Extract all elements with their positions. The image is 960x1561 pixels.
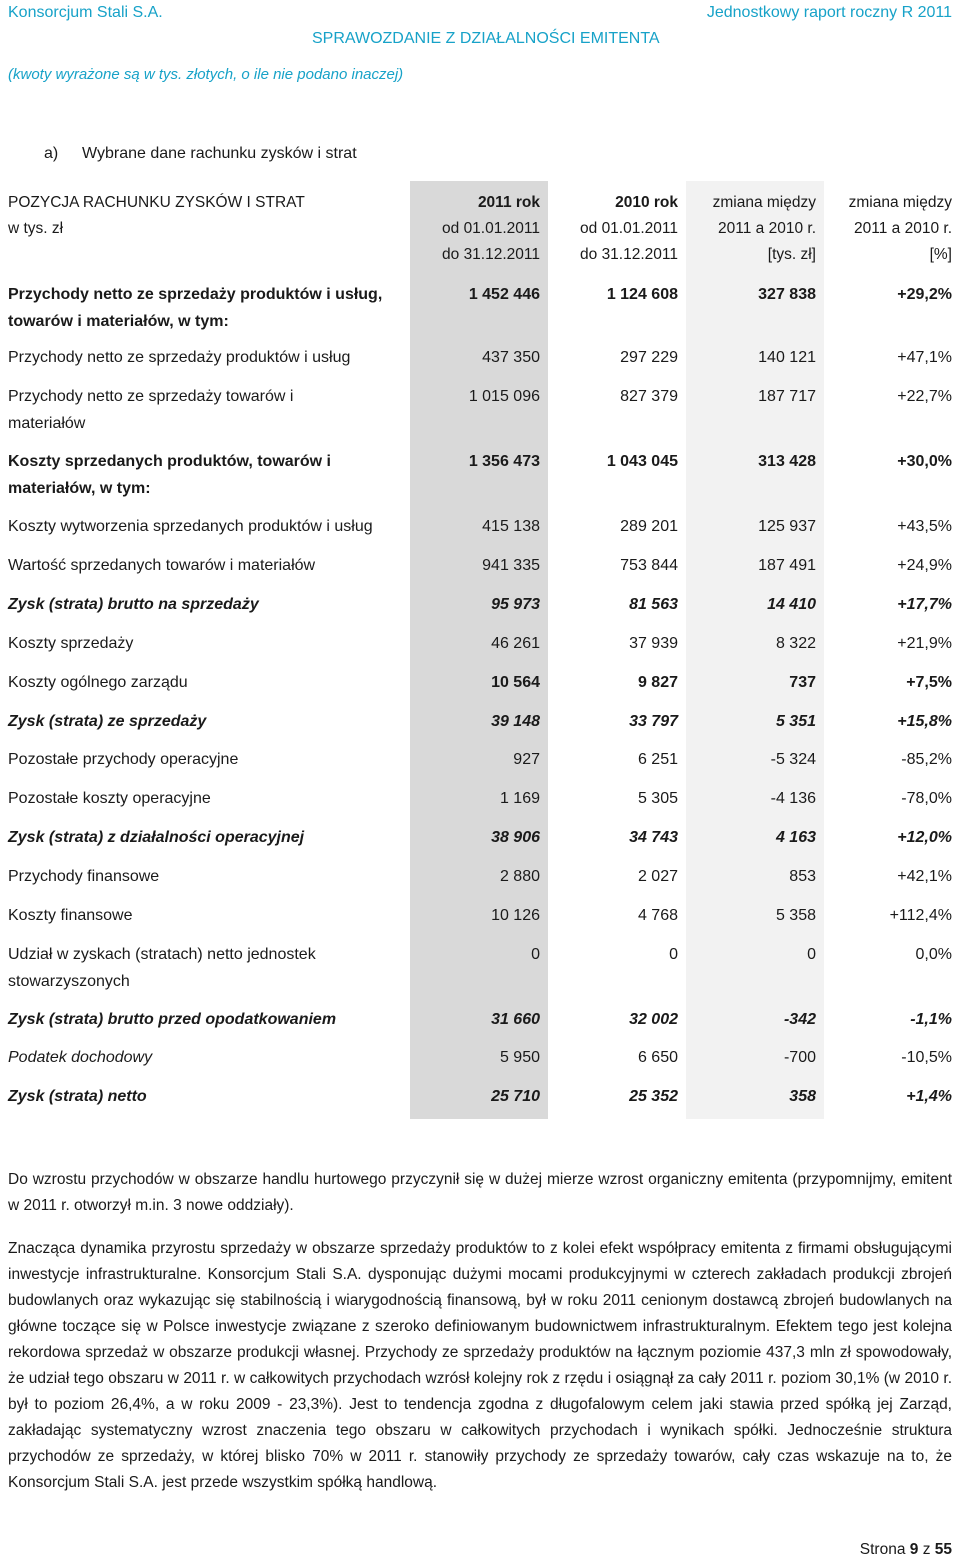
value-change-percent: +47,1% <box>897 349 952 366</box>
row-label: Przychody netto ze sprzedaży towarów i materiałów <box>8 388 294 432</box>
header-line: do 31.12.2011 <box>580 246 678 263</box>
value-2011: 415 138 <box>482 518 540 535</box>
report-title: Jednostkowy raport roczny R 2011 <box>706 4 952 21</box>
company-name: Konsorcjum Stali S.A. <box>8 4 163 21</box>
page-number <box>860 1541 952 1559</box>
value-change: -700 <box>783 1049 816 1066</box>
value-change-percent: +29,2% <box>897 286 952 303</box>
value-change-percent: +17,7% <box>897 596 952 613</box>
value-change-percent: +24,9% <box>897 557 952 574</box>
row-label: Koszty ogólnego zarządu <box>8 674 188 691</box>
value-change-percent: -10,5% <box>901 1049 952 1066</box>
value-change: 0 <box>807 946 816 963</box>
value-2011: 437 350 <box>482 349 540 366</box>
header-line: 2010 rok <box>615 194 678 211</box>
value-change: 5 358 <box>775 907 816 924</box>
row-label: Przychody netto ze sprzedaży produktów i usług <box>8 349 351 366</box>
value-2011: 5 950 <box>499 1049 540 1066</box>
value-change: 187 491 <box>758 557 816 574</box>
row-label: Koszty wytworzenia sprzedanych produktów i usług <box>8 518 373 535</box>
value-change: 313 428 <box>758 453 816 470</box>
value-2010: 1 124 608 <box>606 286 678 303</box>
row-label: Udział w zyskach (stratach) netto jednostek stowarzyszonych <box>8 946 316 990</box>
value-change: 853 <box>789 868 816 885</box>
row-label: Koszty sprzedanych produktów, towarów i materiałów, w tym: <box>8 453 331 497</box>
value-2010: 32 002 <box>629 1011 678 1028</box>
row-label: Wartość sprzedanych towarów i materiałów <box>8 557 316 574</box>
row-label: Koszty sprzedaży <box>8 635 134 652</box>
value-2011: 31 660 <box>491 1011 540 1028</box>
value-2010: 297 229 <box>620 349 678 366</box>
value-2011: 1 169 <box>499 790 540 807</box>
row-label: Zysk (strata) ze sprzedaży <box>8 713 207 730</box>
paragraph: Znacząca dynamika przyrostu sprzedaży w obszarze sprzedaży produktów to z kolei efekt współpracy emitenta z firmami obsługującymi inwestycje infrastrukturalne. Konsorcjum Stali S.A. dysponując dużymi mocami produkcyjnymi w czterech zakładach produkcji zbrojeń budowlanych oraz wykazując się stabilnością i wiarygodnością finansową, był w roku 2011 cenionym dostawcą zbrojeń budowlanych na główne toczące się w Polsce inwestycje związane z szeroko definiowanym budownictwem infrastrukturalnym. Efektem tego jest kolejna rekordowa sprzedaż w obszarze produkcji własnej. Przychody ze sprzedaży produktów na łącznym poziomie 437,3 mln zł spowodowały, że udział tego obszaru w 2011 r. w całkowitych przychodach wzrósł kolejny rok z rzędu i osiągnął za cały 2011 r. poziom 30,1% (w 2010 r. był to poziom 26,4%, a w roku 2009 - 23,3%). Jest to tendencja zgodna z długofalowym celem jaki stawia przed spółką jej Zarząd, zakładając systematyczny wzrost znaczenia tego obszaru w całkowitych przychodach i wynikach spółki. Jednocześnie struktura przychodów ze sprzedaży, w której blisko 70% w 2011 r. stanowiły przychody ze sprzedaży towarów, cały czas wskazuje na to, że Konsorcjum Stali S.A. jest przede wszystkim spółką handlową. <box>8 1240 952 1491</box>
value-2010: 2 027 <box>637 868 678 885</box>
value-change: 327 838 <box>758 286 816 303</box>
value-2011: 2 880 <box>499 868 540 885</box>
units-note: (kwoty wyrażone są w tys. złotych, o ile nie podano inaczej) <box>8 66 404 83</box>
header-line: zmiana między <box>712 194 816 211</box>
row-label: Zysk (strata) z działalności operacyjnej <box>8 829 305 846</box>
value-change: -342 <box>783 1011 816 1028</box>
value-change-percent: +42,1% <box>897 868 952 885</box>
value-change-percent: -85,2% <box>901 751 952 768</box>
value-2010: 33 797 <box>629 713 678 730</box>
row-label: Pozostałe przychody operacyjne <box>8 751 239 768</box>
header-line: zmiana między <box>848 194 952 211</box>
value-change: 140 121 <box>758 349 816 366</box>
row-label: Pozostałe koszty operacyjne <box>8 790 211 807</box>
value-change-percent: +22,7% <box>897 388 952 405</box>
header-line: 2011 a 2010 r. <box>854 220 952 237</box>
value-2011: 0 <box>531 946 540 963</box>
value-2011: 25 710 <box>491 1088 540 1105</box>
value-2010: 81 563 <box>629 596 678 613</box>
header-col-change-percent <box>824 190 952 268</box>
value-change-percent: +112,4% <box>889 907 952 924</box>
header-line: POZYCJA RACHUNKU ZYSKÓW I STRAT <box>8 194 305 211</box>
report-subtitle: SPRAWOZDANIE Z DZIAŁALNOŚCI EMITENTA <box>312 30 660 47</box>
header-col-change-value <box>686 190 816 268</box>
header-line: od 01.01.2011 <box>442 220 540 237</box>
value-change: 14 410 <box>767 596 816 613</box>
value-2011: 941 335 <box>482 557 540 574</box>
value-change-percent: +1,4% <box>906 1088 952 1105</box>
value-change: 125 937 <box>758 518 816 535</box>
header-col-2011 <box>410 190 540 268</box>
row-label: Koszty finansowe <box>8 907 133 924</box>
header-line: 2011 rok <box>477 194 540 211</box>
paragraph: Do wzrostu przychodów w obszarze handlu hurtowego przyczynił się w dużej mierze wzrost organiczny emitenta (przypomnijmy, emitent w 2011 r. otworzył m.in. 3 nowe oddziały). <box>8 1171 952 1214</box>
header-line: do 31.12.2011 <box>442 246 540 263</box>
value-2010: 0 <box>669 946 678 963</box>
value-2010: 753 844 <box>620 557 678 574</box>
current-page: 9 <box>909 1541 919 1558</box>
section-title-text: Wybrane dane rachunku zysków i strat <box>82 145 357 162</box>
header-line: 2011 a 2010 r. <box>718 220 816 237</box>
header-line: [%] <box>929 246 952 263</box>
value-2010: 25 352 <box>629 1088 678 1105</box>
value-2010: 1 043 045 <box>606 453 678 470</box>
value-change-percent: +12,0% <box>897 829 952 846</box>
value-2010: 6 251 <box>637 751 678 768</box>
header-col-item <box>8 190 305 242</box>
value-change-percent: -78,0% <box>901 790 952 807</box>
value-2011: 10 564 <box>491 674 540 691</box>
header-line: od 01.01.2011 <box>580 220 678 237</box>
section-label: a) <box>44 145 59 162</box>
value-2010: 5 305 <box>637 790 678 807</box>
value-2011: 1 015 096 <box>468 388 540 405</box>
value-2010: 37 939 <box>629 635 678 652</box>
value-change: -5 324 <box>770 751 816 768</box>
value-2011: 1 452 446 <box>468 286 540 303</box>
value-change-percent: +15,8% <box>897 713 952 730</box>
value-change-percent: +21,9% <box>897 635 952 652</box>
value-change-percent: +7,5% <box>906 674 952 691</box>
section-title <box>44 145 357 163</box>
value-2011: 46 261 <box>491 635 540 652</box>
value-change: 358 <box>789 1088 816 1105</box>
header-line: [tys. zł] <box>767 246 816 263</box>
value-change-percent: 0,0% <box>915 946 952 963</box>
value-2010: 9 827 <box>637 674 678 691</box>
row-label: Przychody finansowe <box>8 868 160 885</box>
header-col-2010 <box>548 190 678 268</box>
page-prefix: Strona <box>859 1541 906 1558</box>
row-label: Przychody netto ze sprzedaży produktów i usług, towarów i materiałów, w tym: <box>8 286 383 330</box>
value-change: 4 163 <box>775 829 816 846</box>
value-change-percent: -1,1% <box>910 1011 952 1028</box>
value-2011: 10 126 <box>491 907 540 924</box>
value-2011: 38 906 <box>491 829 540 846</box>
page-separator: z <box>922 1541 931 1558</box>
value-change: 5 351 <box>775 713 816 730</box>
value-change: 8 322 <box>775 635 816 652</box>
value-2010: 289 201 <box>620 518 678 535</box>
value-2010: 827 379 <box>620 388 678 405</box>
value-2010: 6 650 <box>637 1049 678 1066</box>
value-2010: 34 743 <box>629 829 678 846</box>
value-2011: 927 <box>513 751 540 768</box>
value-change: -4 136 <box>770 790 816 807</box>
row-label: Zysk (strata) netto <box>8 1088 147 1105</box>
value-2011: 39 148 <box>491 713 540 730</box>
value-change: 737 <box>789 674 816 691</box>
value-2010: 4 768 <box>637 907 678 924</box>
value-change-percent: +43,5% <box>897 518 952 535</box>
header-line: w tys. zł <box>8 220 64 237</box>
row-label: Podatek dochodowy <box>8 1049 153 1066</box>
value-change-percent: +30,0% <box>897 453 952 470</box>
value-2011: 95 973 <box>491 596 540 613</box>
row-label: Zysk (strata) brutto przed opodatkowaniem <box>8 1011 337 1028</box>
total-pages: 55 <box>934 1541 952 1558</box>
value-2011: 1 356 473 <box>468 453 540 470</box>
row-label: Zysk (strata) brutto na sprzedaży <box>8 596 259 613</box>
value-change: 187 717 <box>758 388 816 405</box>
